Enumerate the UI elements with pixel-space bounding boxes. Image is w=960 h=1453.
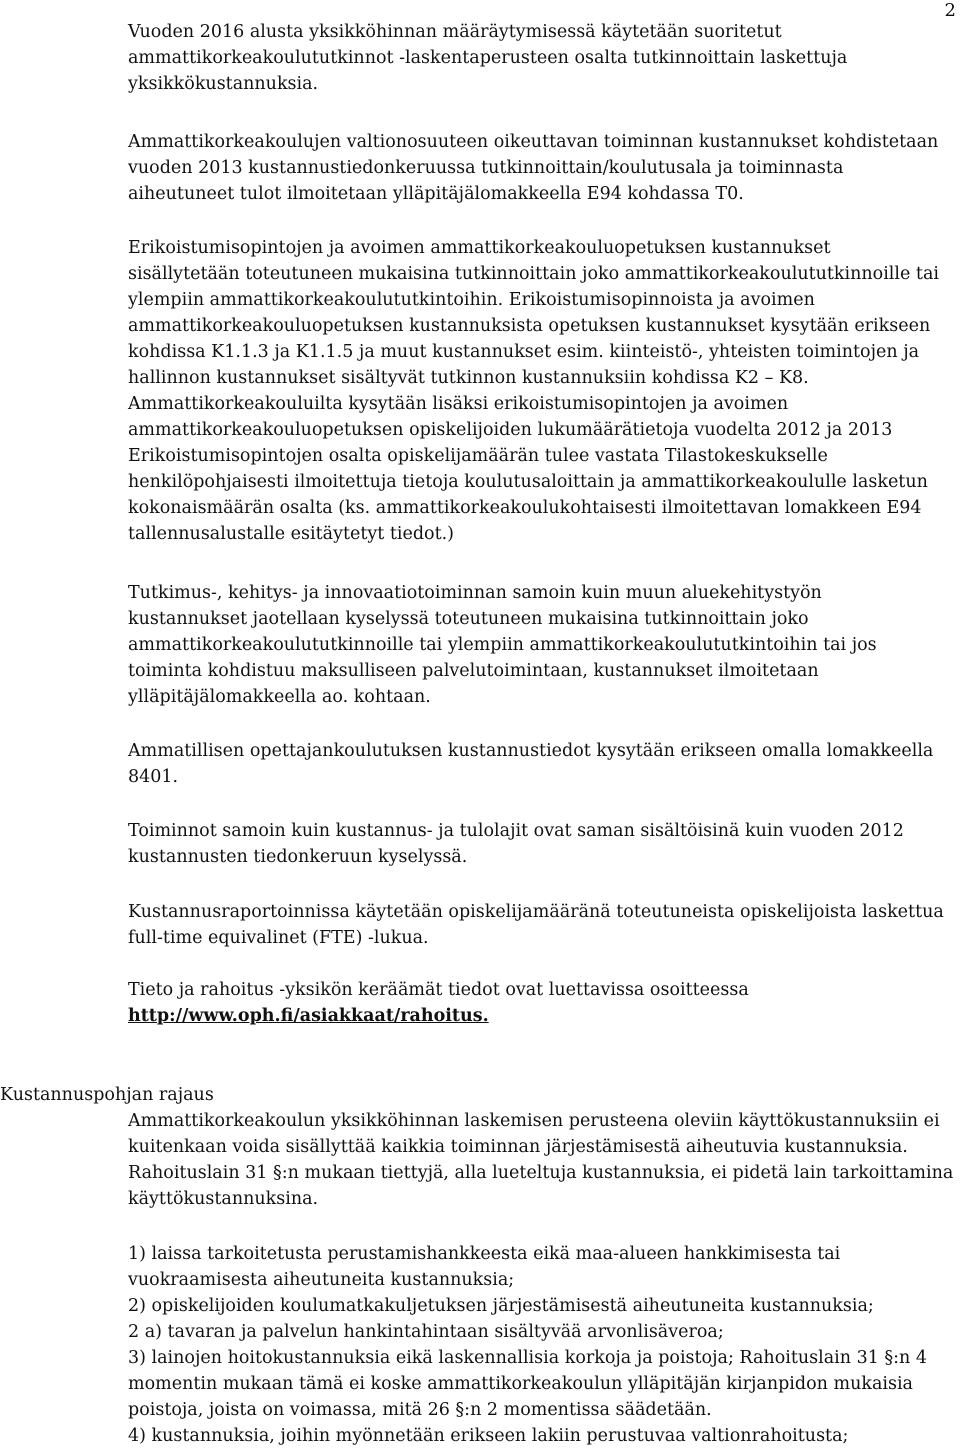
text-line: ammattikorkeakoulututkinnot -laskentaperusteen osalta tutkinnoittain laskettuja	[128, 48, 848, 68]
list-item: momentin mukaan tämä ei koske ammattikorkeakoulun ylläpitäjän kirjanpidon mukaisia	[128, 1374, 913, 1394]
text-line: kuitenkaan voida sisällyttää kaikkia toiminnan järjestämisestä aiheutuvia kustannuksia.	[128, 1137, 908, 1157]
paragraph-operating-costs	[128, 1108, 958, 1212]
text-line: ammattikorkeakoulututkinnoille tai ylempiin ammattikorkeakoulututkintoihin tai jos	[128, 635, 877, 655]
list-item: 1) laissa tarkoitetusta perustamishankkeesta eikä maa-alueen hankkimisesta tai	[128, 1244, 841, 1264]
text-line: hallinnon kustannukset sisältyvät tutkinnon kustannuksiin kohdissa K2 – K8.	[128, 368, 809, 388]
paragraph-unit-price-2016	[128, 19, 958, 97]
text-line: kokonaismäärän osalta (ks. ammattikorkeakoulukohtaisesti ilmoitettavan lomakkeen E94	[128, 498, 922, 518]
list-item: 4) kustannuksia, joihin myönnetään erikseen lakiin perustuvaa valtionrahoitusta;	[128, 1426, 849, 1446]
text-line: Tutkimus-, kehitys- ja innovaatiotoiminnan samoin kuin muun aluekehitystyön	[128, 583, 822, 603]
rahoitus-link[interactable]: http://www.oph.fi/asiakkaat/rahoitus.	[128, 1006, 489, 1026]
text-line: tallennusalustalle esitäytetyt tiedot.)	[128, 524, 455, 544]
paragraph-cost-allocation	[128, 129, 958, 207]
text-line: full-time equivalinet (FTE) -lukua.	[128, 928, 429, 948]
text-line: Vuoden 2016 alusta yksikköhinnan määräytymisessä käytetään suoritetut	[128, 22, 782, 42]
text-line: toiminta kohdistuu maksulliseen palvelutoimintaan, kustannukset ilmoitetaan	[128, 661, 819, 681]
text-line: kustannukset jaotellaan kyselyssä toteutuneen mukaisina tutkinnoittain joko	[128, 609, 809, 629]
paragraph-activities	[128, 818, 958, 870]
text-line: ammattikorkeakouluopetuksen opiskelijoiden lukumäärätietoja vuodelta 2012 ja 2013	[128, 420, 893, 440]
text-line: Ammattikorkeakouluilta kysytään lisäksi erikoistumisopintojen ja avoimen	[128, 394, 789, 414]
paragraph-rdi-activity	[128, 580, 958, 710]
text-line: Rahoituslain 31 §:n mukaan tiettyjä, alla lueteltuja kustannuksia, ei pidetä lain tarkoittamina	[128, 1163, 954, 1183]
text-line: ammattikorkeakouluopetuksen kustannuksista opetuksen kustannukset kysytään erikseen	[128, 316, 931, 336]
text-line: ylempiin ammattikorkeakoulututkintoihin. Erikoistumisopinnoista ja avoimen	[128, 290, 815, 310]
paragraph-fte	[128, 899, 958, 951]
text-line: sisällytetään toteutuneen mukaisina tutkinnoittain joko ammattikorkeakoulututkinnoille tai	[128, 264, 939, 284]
text-line: aiheutuneet tulot ilmoitetaan ylläpitäjälomakkeella E94 kohdassa T0.	[128, 184, 744, 204]
text-line: Ammattikorkeakoulun yksikköhinnan laskemisen perusteena oleviin käyttökustannuksiin ei	[128, 1111, 940, 1131]
page-number: 2	[944, 0, 956, 21]
text-line: Toiminnot samoin kuin kustannus- ja tulolajit ovat saman sisältöisinä kuin vuoden 2012	[128, 821, 904, 841]
text-line: Kustannusraportoinnissa käytetään opiskelijamääränä toteutuneista opiskelijoista laskettua	[128, 902, 944, 922]
text-line: ylläpitäjälomakkeella ao. kohtaan.	[128, 687, 431, 707]
list-item: vuokraamisesta aiheutuneita kustannuksia;	[128, 1270, 515, 1290]
text-line: kohdissa K1.1.3 ja K1.1.5 ja muut kustannukset esim. kiinteistö-, yhteisten toimintojen ja	[128, 342, 920, 362]
text-line: kustannusten tiedonkeruun kyselyssä.	[128, 847, 468, 867]
text-line: käyttökustannuksina.	[128, 1189, 319, 1209]
text-line: Tieto ja rahoitus -yksikön keräämät tiedot ovat luettavissa osoitteessa	[128, 980, 749, 1000]
text-line: vuoden 2013 kustannustiedonkeruussa tutkinnoittain/koulutusala ja toiminnasta	[128, 158, 844, 178]
text-line: Ammatillisen opettajankoulutuksen kustannustiedot kysytään erikseen omalla lomakkeella	[128, 741, 934, 761]
list-item: poistoja, joista on voimassa, mitä 26 §:n 2 momentissa säädetään.	[128, 1400, 712, 1420]
text-line: Erikoistumisopintojen osalta opiskelijamäärän tulee vastata Tilastokeskukselle	[128, 446, 828, 466]
text-line: henkilöpohjaisesti ilmoitettuja tietoja koulutusaloittain ja ammattikorkeakoululle lasketun	[128, 472, 928, 492]
paragraph-specialisation-studies	[128, 235, 958, 547]
list-item: 2 a) tavaran ja palvelun hankintahintaan sisältyvää arvonlisäveroa;	[128, 1322, 724, 1342]
paragraph-data-availability	[128, 977, 958, 1029]
paragraph-teacher-training	[128, 738, 958, 790]
text-line: Ammattikorkeakoulujen valtionosuuteen oikeuttavan toiminnan kustannukset kohdistetaan	[128, 132, 939, 152]
list-item: 3) lainojen hoitokustannuksia eikä laskennallisia korkoja ja poistoja; Rahoituslain 31 §:n 4	[128, 1348, 928, 1368]
text-line: 8401.	[128, 767, 179, 787]
list-item: 2) opiskelijoiden koulumatkakuljetuksen järjestämisestä aiheutuneita kustannuksia;	[128, 1296, 874, 1316]
section-heading-cost-base: Kustannuspohjan rajaus	[0, 1085, 214, 1105]
text-line: Erikoistumisopintojen ja avoimen ammattikorkeakouluopetuksen kustannukset	[128, 238, 831, 258]
text-line: yksikkökustannuksia.	[128, 74, 319, 94]
excluded-costs-list	[128, 1241, 958, 1449]
